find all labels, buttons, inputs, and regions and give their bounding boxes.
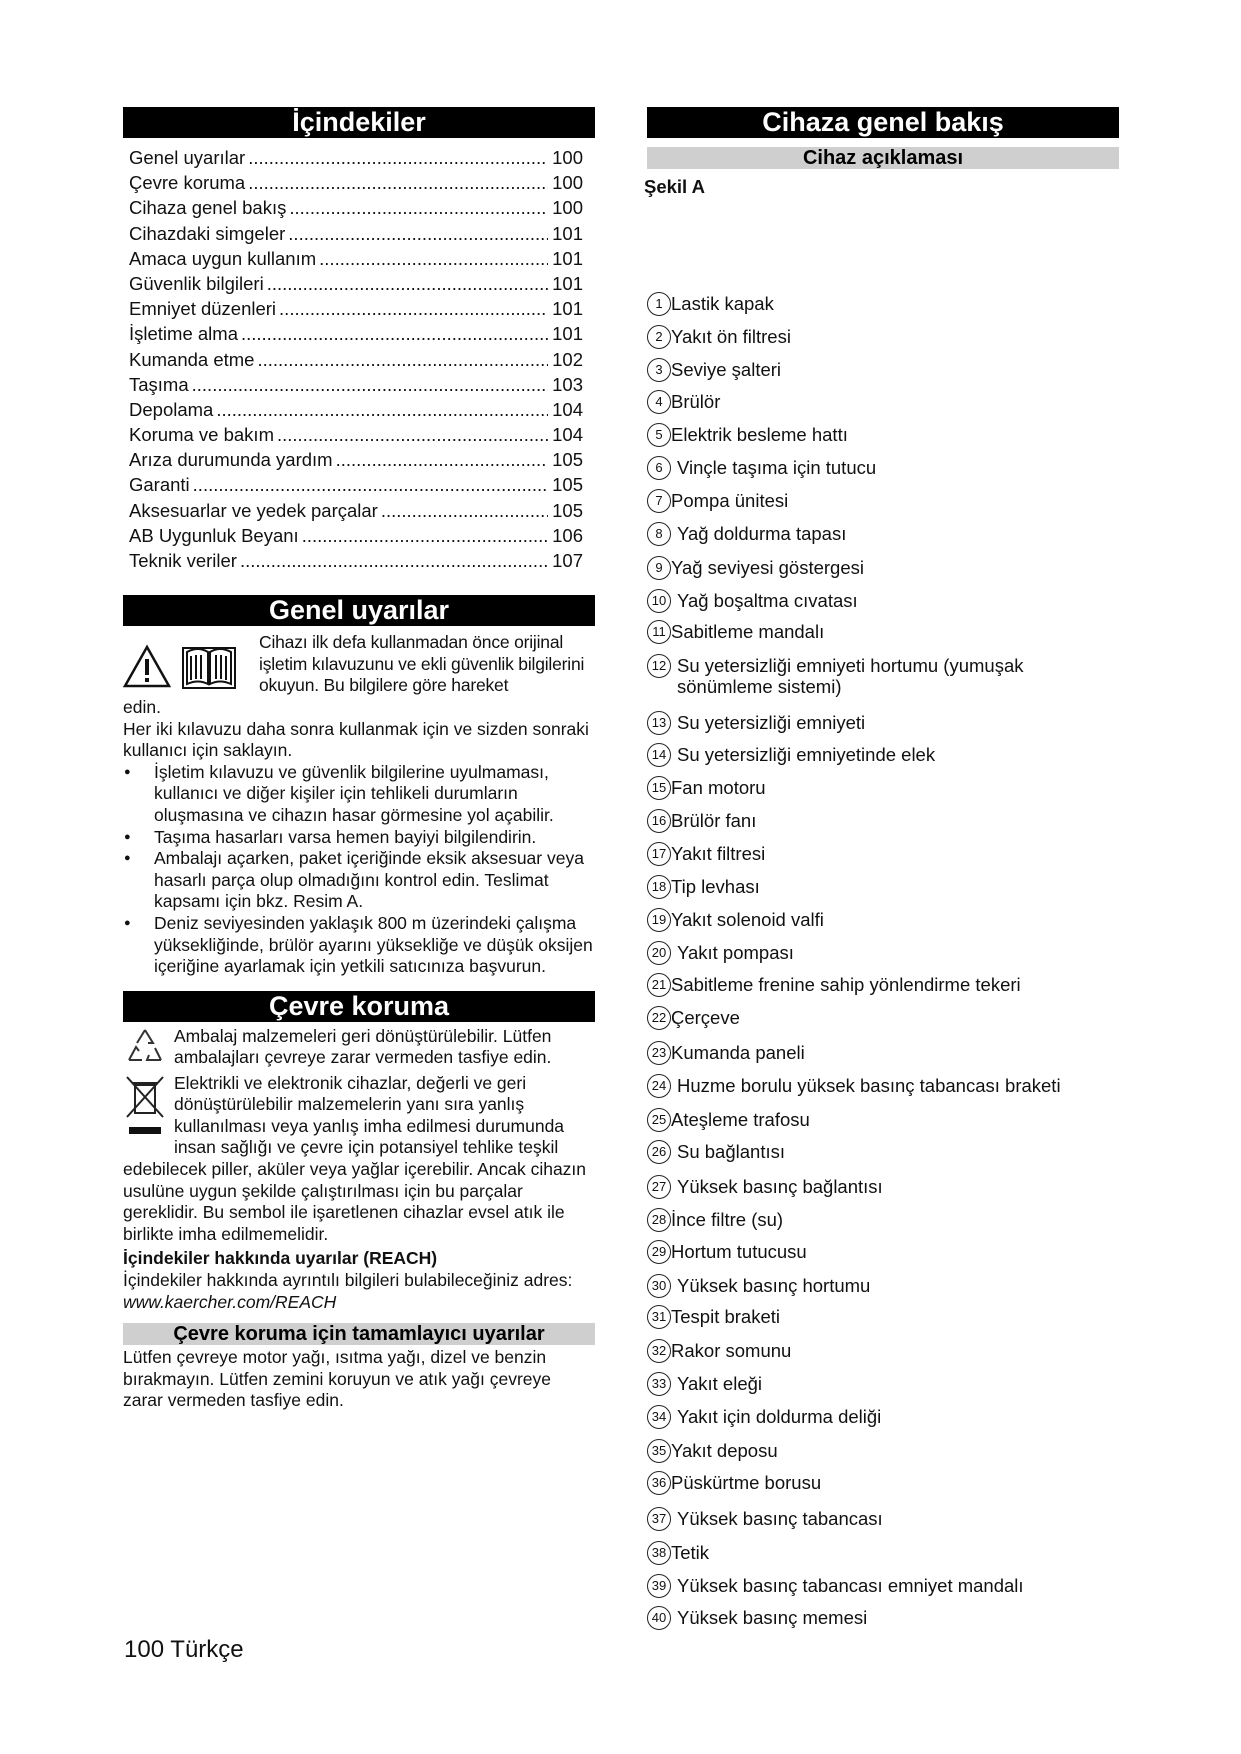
toc-leader-dots bbox=[192, 372, 548, 397]
component-list-item bbox=[647, 523, 1119, 546]
item-number-badge: 38 bbox=[647, 1541, 671, 1565]
component-list-item bbox=[647, 1209, 1119, 1232]
toc-entry-title: Emniyet düzenleri bbox=[129, 298, 277, 320]
item-label: Yağ seviyesi göstergesi bbox=[671, 557, 864, 578]
toc-entry[interactable] bbox=[129, 523, 583, 548]
component-list-item bbox=[647, 590, 1119, 613]
item-number-badge: 9 bbox=[647, 556, 671, 580]
item-label: Su yetersizliği emniyetinde elek bbox=[677, 744, 936, 765]
table-of-contents bbox=[129, 145, 583, 573]
item-label: Yüksek basınç hortumu bbox=[677, 1275, 871, 1296]
component-list-item bbox=[647, 1340, 1119, 1363]
toc-entry-page: 105 bbox=[552, 499, 583, 521]
component-list-item bbox=[647, 1075, 1119, 1098]
item-number-badge: 3 bbox=[647, 358, 671, 382]
item-label: Yakıt deposu bbox=[671, 1440, 778, 1461]
component-list-item bbox=[647, 1275, 1119, 1298]
item-number-badge: 19 bbox=[647, 908, 671, 932]
toc-entry-page: 101 bbox=[552, 222, 583, 244]
weee-text: Elektrikli ve elektronik cihazlar, değerli ve geri dönüştürülebilir malzemelerin yanı sıra yanlış kullanılması veya yanlış imha edilmesi durumunda insan sağlığı ve çevre için potansiyel tehlike teşkil bbox=[174, 1072, 565, 1158]
item-label: Yüksek basınç memesi bbox=[677, 1607, 868, 1628]
item-number-badge: 32 bbox=[647, 1339, 671, 1363]
bullet-item: ● İşletim kılavuzu ve güvenlik bilgilerine uyulmaması, kullanıcı ve diğer kişiler için tehlikeli durumların oluşmasına ve cihazın hasar görmesine yol açabilir. bbox=[123, 762, 595, 827]
toc-entry-title: Taşıma bbox=[129, 373, 189, 395]
figure-label: Şekil A bbox=[644, 176, 706, 197]
keep-manuals-text: Her iki kılavuzu daha sonra kullanmak için ve sizden sonraki kullanıcı için saklayın. bbox=[123, 718, 589, 761]
toc-entry-page: 101 bbox=[552, 298, 583, 320]
toc-entry-page: 100 bbox=[552, 147, 583, 168]
toc-entry-title: Garanti bbox=[129, 474, 190, 496]
toc-entry[interactable] bbox=[129, 397, 583, 422]
toc-leader-dots bbox=[248, 170, 548, 195]
toc-entry-title: Güvenlik bilgileri bbox=[129, 272, 264, 294]
item-label: Tip levhası bbox=[671, 876, 760, 897]
toc-leader-dots bbox=[267, 271, 548, 296]
weee-text-tail: edebilecek piller, aküler veya yağlar içerebilir. Ancak cihazın usulüne uygun şekilde çalıştırılması için bu parçalar gereklidir. Bu sembol ile işaretlenen cihazlar evsel atık ile birlikte imha edilmemelidir. bbox=[123, 1159, 587, 1244]
warning-triangle-icon bbox=[123, 644, 171, 688]
weee-block bbox=[123, 1073, 595, 1159]
item-label: Yakıt pompası bbox=[677, 942, 794, 963]
crossed-bin-icon bbox=[123, 1073, 174, 1142]
item-number-badge: 17 bbox=[647, 842, 671, 866]
item-label: Kumanda paneli bbox=[671, 1042, 805, 1063]
environment-heading: Çevre koruma bbox=[123, 991, 595, 1022]
item-label: Brülör bbox=[671, 391, 721, 412]
component-list-item bbox=[647, 424, 1119, 447]
toc-entry-page: 104 bbox=[552, 424, 583, 446]
toc-entry-page: 103 bbox=[552, 373, 583, 395]
bullet-item: ● Deniz seviyesinden yaklaşık 800 m üzerindeki çalışma yüksekliğinde, brülör ayarını yüksekliğe ve düşük oksijen içeriğine ayarlamak için yetkili satıcınıza başvurun. bbox=[123, 913, 595, 978]
toc-entry-page: 105 bbox=[552, 449, 583, 471]
item-number-badge: 21 bbox=[647, 973, 671, 997]
warning-icons bbox=[123, 632, 259, 697]
component-list-item bbox=[647, 876, 1119, 899]
bullet-item: ● Taşıma hasarları varsa hemen bayiyi bilgilendirin. bbox=[123, 827, 595, 849]
toc-leader-dots bbox=[257, 347, 548, 372]
component-list-item bbox=[647, 1508, 1119, 1531]
toc-entry-page: 104 bbox=[552, 398, 583, 420]
item-label: Yüksek basınç bağlantısı bbox=[677, 1176, 883, 1197]
item-number-badge: 6 bbox=[647, 456, 671, 480]
component-list-item bbox=[647, 557, 1119, 580]
toc-entry[interactable] bbox=[129, 372, 583, 397]
item-number-badge: 22 bbox=[647, 1006, 671, 1030]
component-list-item bbox=[647, 1575, 1119, 1598]
component-list-item bbox=[647, 942, 1119, 965]
toc-entry-title: Çevre koruma bbox=[129, 172, 246, 194]
toc-entry-page: 107 bbox=[552, 550, 583, 571]
component-list-item bbox=[647, 326, 1119, 349]
toc-leader-dots bbox=[277, 422, 548, 447]
item-label: Elektrik besleme hattı bbox=[671, 424, 848, 445]
item-label: Huzme borulu yüksek basınç tabancası braketi bbox=[677, 1075, 1061, 1096]
item-number-badge: 39 bbox=[647, 1574, 671, 1598]
reach-title: İçindekiler hakkında uyarılar (REACH) bbox=[123, 1248, 438, 1269]
recycle-block bbox=[123, 1026, 595, 1073]
item-label: Su bağlantısı bbox=[677, 1141, 785, 1162]
recycle-text: Ambalaj malzemeleri geri dönüştürülebilir. Lütfen ambalajları çevreye zarar vermeden tasfiye edin. bbox=[174, 1025, 552, 1068]
toc-entry[interactable] bbox=[129, 347, 583, 372]
item-number-badge: 18 bbox=[647, 875, 671, 899]
component-list-item bbox=[647, 655, 1119, 697]
toc-entry-title: AB Uygunluk Beyanı bbox=[129, 524, 299, 546]
item-number-badge: 2 bbox=[647, 325, 671, 349]
item-label: Hortum tutucusu bbox=[671, 1241, 807, 1262]
item-number-badge: 1 bbox=[647, 292, 671, 316]
item-number-badge: 36 bbox=[647, 1471, 671, 1495]
reach-link[interactable]: www.kaercher.com/REACH bbox=[123, 1291, 337, 1312]
toc-leader-dots bbox=[302, 523, 548, 548]
toc-entry-page: 101 bbox=[552, 323, 583, 345]
item-number-badge: 27 bbox=[647, 1175, 671, 1199]
item-number-badge: 25 bbox=[647, 1108, 671, 1132]
toc-entry-title: Arıza durumunda yardım bbox=[129, 449, 333, 471]
item-number-badge: 14 bbox=[647, 743, 671, 767]
toc-leader-dots bbox=[216, 397, 548, 422]
item-label: Yakıt solenoid valfi bbox=[671, 909, 824, 930]
toc-entry-title: Amaca uygun kullanım bbox=[129, 247, 317, 269]
item-label: Lastik kapak bbox=[671, 293, 774, 314]
item-label: Brülör fanı bbox=[671, 810, 757, 831]
toc-entry[interactable] bbox=[129, 145, 583, 170]
page-footer bbox=[124, 1636, 244, 1664]
component-list-item bbox=[647, 1472, 1119, 1495]
component-list-item bbox=[647, 359, 1119, 382]
toc-entry-page: 100 bbox=[552, 172, 583, 194]
item-label: Tetik bbox=[671, 1542, 710, 1563]
overview-heading: Cihaza genel bakış bbox=[647, 107, 1119, 138]
component-list-item bbox=[647, 1406, 1119, 1429]
general-bullets bbox=[123, 762, 595, 978]
toc-entry-title: Cihaza genel bakış bbox=[129, 197, 287, 219]
item-number-badge: 30 bbox=[647, 1274, 671, 1298]
toc-leader-dots bbox=[248, 145, 548, 170]
item-label: Püskürtme borusu bbox=[671, 1472, 822, 1493]
toc-entry-title: Aksesuarlar ve yedek parçalar bbox=[129, 499, 378, 521]
component-list-item bbox=[647, 1141, 1119, 1164]
manual-book-icon bbox=[181, 644, 237, 690]
item-number-badge: 4 bbox=[647, 390, 671, 414]
toc-entry[interactable] bbox=[129, 296, 583, 321]
component-list-item bbox=[647, 1109, 1119, 1132]
item-label: Su yetersizliği emniyeti hortumu (yumuşak sönümleme sistemi) bbox=[677, 655, 1024, 697]
item-label: Yakıt eleği bbox=[677, 1373, 763, 1394]
item-number-badge: 8 bbox=[647, 522, 671, 546]
item-label: Ateşleme trafosu bbox=[671, 1109, 810, 1130]
toc-entry-title: İşletime alma bbox=[129, 323, 238, 345]
toc-entry-page: 105 bbox=[552, 474, 583, 496]
item-number-badge: 15 bbox=[647, 776, 671, 800]
component-list-item bbox=[647, 621, 1119, 644]
item-number-badge: 5 bbox=[647, 423, 671, 447]
toc-entry-title: Teknik veriler bbox=[129, 550, 237, 571]
item-label: Yüksek basınç tabancası bbox=[677, 1508, 883, 1529]
item-number-badge: 33 bbox=[647, 1372, 671, 1396]
item-label: Yakıt için doldurma deliği bbox=[677, 1406, 882, 1427]
item-label: Yüksek basınç tabancası emniyet mandalı bbox=[677, 1575, 1024, 1596]
component-list-item bbox=[647, 293, 1119, 316]
toc-entry-page: 106 bbox=[552, 524, 583, 546]
component-list-item bbox=[647, 909, 1119, 932]
item-number-badge: 34 bbox=[647, 1405, 671, 1429]
toc-entry[interactable] bbox=[129, 472, 583, 497]
reach-text bbox=[123, 1270, 595, 1313]
item-label: Su yetersizliği emniyeti bbox=[677, 712, 866, 733]
toc-entry[interactable] bbox=[129, 246, 583, 271]
component-list-item bbox=[647, 974, 1119, 997]
toc-entry[interactable] bbox=[129, 548, 583, 573]
item-number-badge: 31 bbox=[647, 1305, 671, 1329]
item-number-badge: 20 bbox=[647, 941, 671, 965]
component-list-item bbox=[647, 1607, 1119, 1630]
right-column bbox=[644, 107, 1119, 1628]
toc-entry[interactable] bbox=[129, 170, 583, 195]
toc-leader-dots bbox=[381, 498, 548, 523]
item-number-badge: 35 bbox=[647, 1439, 671, 1463]
recycle-icon bbox=[123, 1026, 174, 1073]
component-list-item bbox=[647, 1241, 1119, 1264]
component-list-item bbox=[647, 1042, 1119, 1065]
overview-sub-heading: Cihaz açıklaması bbox=[647, 147, 1119, 169]
item-number-badge: 37 bbox=[647, 1507, 671, 1531]
item-label: İnce filtre (su) bbox=[671, 1209, 784, 1230]
component-list-item bbox=[647, 457, 1119, 480]
item-label: Çerçeve bbox=[671, 1007, 740, 1028]
toc-leader-dots bbox=[279, 296, 548, 321]
warning-text-tail: edin. bbox=[123, 696, 161, 717]
toc-heading: İçindekiler bbox=[123, 107, 595, 138]
component-list-item bbox=[647, 777, 1119, 800]
toc-entry[interactable] bbox=[129, 422, 583, 447]
item-number-badge: 13 bbox=[647, 711, 671, 735]
toc-entry[interactable] bbox=[129, 498, 583, 523]
toc-leader-dots bbox=[288, 221, 548, 246]
warning-text: Cihazı ilk defa kullanmadan önce orijinal işletim kılavuzunu ve ekli güvenlik bilgilerini okuyun. Bu bilgilere göre hareket bbox=[259, 632, 585, 696]
toc-leader-dots bbox=[289, 195, 548, 220]
toc-entry[interactable] bbox=[129, 195, 583, 220]
item-number-badge: 12 bbox=[647, 654, 671, 678]
general-heading: Genel uyarılar bbox=[123, 595, 595, 626]
item-number-badge: 24 bbox=[647, 1074, 671, 1098]
toc-entry-page: 101 bbox=[552, 272, 583, 294]
toc-entry[interactable] bbox=[129, 321, 583, 346]
toc-entry-title: Koruma ve bakım bbox=[129, 424, 274, 446]
item-number-badge: 7 bbox=[647, 489, 671, 513]
warning-block bbox=[123, 632, 595, 697]
item-label: Pompa ünitesi bbox=[671, 490, 789, 511]
toc-entry-title: Genel uyarılar bbox=[129, 147, 246, 168]
footer-language: Türkçe bbox=[170, 1636, 244, 1663]
item-number-badge: 23 bbox=[647, 1041, 671, 1065]
toc-entry-page: 100 bbox=[552, 197, 583, 219]
component-list-item bbox=[647, 391, 1119, 414]
toc-entry-page: 101 bbox=[552, 247, 583, 269]
toc-entry-title: Kumanda etme bbox=[129, 348, 255, 370]
component-list-item bbox=[647, 1373, 1119, 1396]
toc-leader-dots bbox=[241, 321, 548, 346]
toc-leader-dots bbox=[240, 548, 548, 573]
item-number-badge: 11 bbox=[647, 620, 671, 644]
item-label: Yağ boşaltma cıvatası bbox=[677, 590, 858, 611]
item-label: Yakıt ön filtresi bbox=[671, 326, 791, 347]
toc-entry-page: 102 bbox=[552, 348, 583, 370]
component-list-item bbox=[647, 1176, 1119, 1199]
item-number-badge: 28 bbox=[647, 1208, 671, 1232]
component-list-item bbox=[647, 1542, 1119, 1565]
toc-entry[interactable] bbox=[129, 221, 583, 246]
item-label: Yağ doldurma tapası bbox=[677, 523, 847, 544]
item-label: Sabitleme mandalı bbox=[671, 621, 825, 642]
component-list-item bbox=[647, 1007, 1119, 1030]
item-number-badge: 10 bbox=[647, 589, 671, 613]
toc-entry-title: Cihazdaki simgeler bbox=[129, 222, 286, 244]
item-label: Fan motoru bbox=[671, 777, 766, 798]
item-label: Sabitleme frenine sahip yönlendirme tekeri bbox=[671, 974, 1021, 995]
item-label: Tespit braketi bbox=[671, 1306, 780, 1327]
toc-entry-title: Depolama bbox=[129, 398, 214, 420]
component-list-item bbox=[647, 744, 1119, 767]
component-list-item bbox=[647, 490, 1119, 513]
item-number-badge: 40 bbox=[647, 1606, 671, 1630]
page-number: 100 bbox=[124, 1636, 165, 1663]
toc-leader-dots bbox=[336, 447, 548, 472]
item-label: Rakor somunu bbox=[671, 1340, 792, 1361]
item-label: Vinçle taşıma için tutucu bbox=[677, 457, 877, 478]
item-number-badge: 16 bbox=[647, 809, 671, 833]
toc-leader-dots bbox=[193, 472, 548, 497]
environment-sub-text: Lütfen çevreye motor yağı, ısıtma yağı, dizel ve benzin bırakmayın. Lütfen zemini koruyun ve atık yağı çevreye zarar vermeden tasfiye edin. bbox=[123, 1347, 551, 1411]
toc-entry[interactable] bbox=[129, 271, 583, 296]
item-label: Yakıt filtresi bbox=[671, 843, 766, 864]
toc-entry[interactable] bbox=[129, 447, 583, 472]
toc-leader-dots bbox=[319, 246, 548, 271]
item-number-badge: 26 bbox=[647, 1140, 671, 1164]
left-column bbox=[123, 107, 595, 1412]
component-list-item bbox=[647, 712, 1119, 735]
component-list-item bbox=[647, 1306, 1119, 1329]
reach-text-body: İçindekiler hakkında ayrıntılı bilgileri bulabileceğiniz adres: bbox=[123, 1270, 573, 1291]
component-list-item bbox=[647, 843, 1119, 866]
environment-sub-heading: Çevre koruma için tamamlayıcı uyarılar bbox=[123, 1323, 595, 1345]
item-label: Seviye şalteri bbox=[671, 359, 782, 380]
bullet-item: ● Ambalajı açarken, paket içeriğinde eksik aksesuar veya hasarlı parça olup olmadığını kontrol edin. Teslimat kapsamı için bkz. Resim A. bbox=[123, 848, 595, 913]
component-list-item bbox=[647, 1440, 1119, 1463]
item-number-badge: 29 bbox=[647, 1240, 671, 1264]
component-list-item bbox=[647, 810, 1119, 833]
